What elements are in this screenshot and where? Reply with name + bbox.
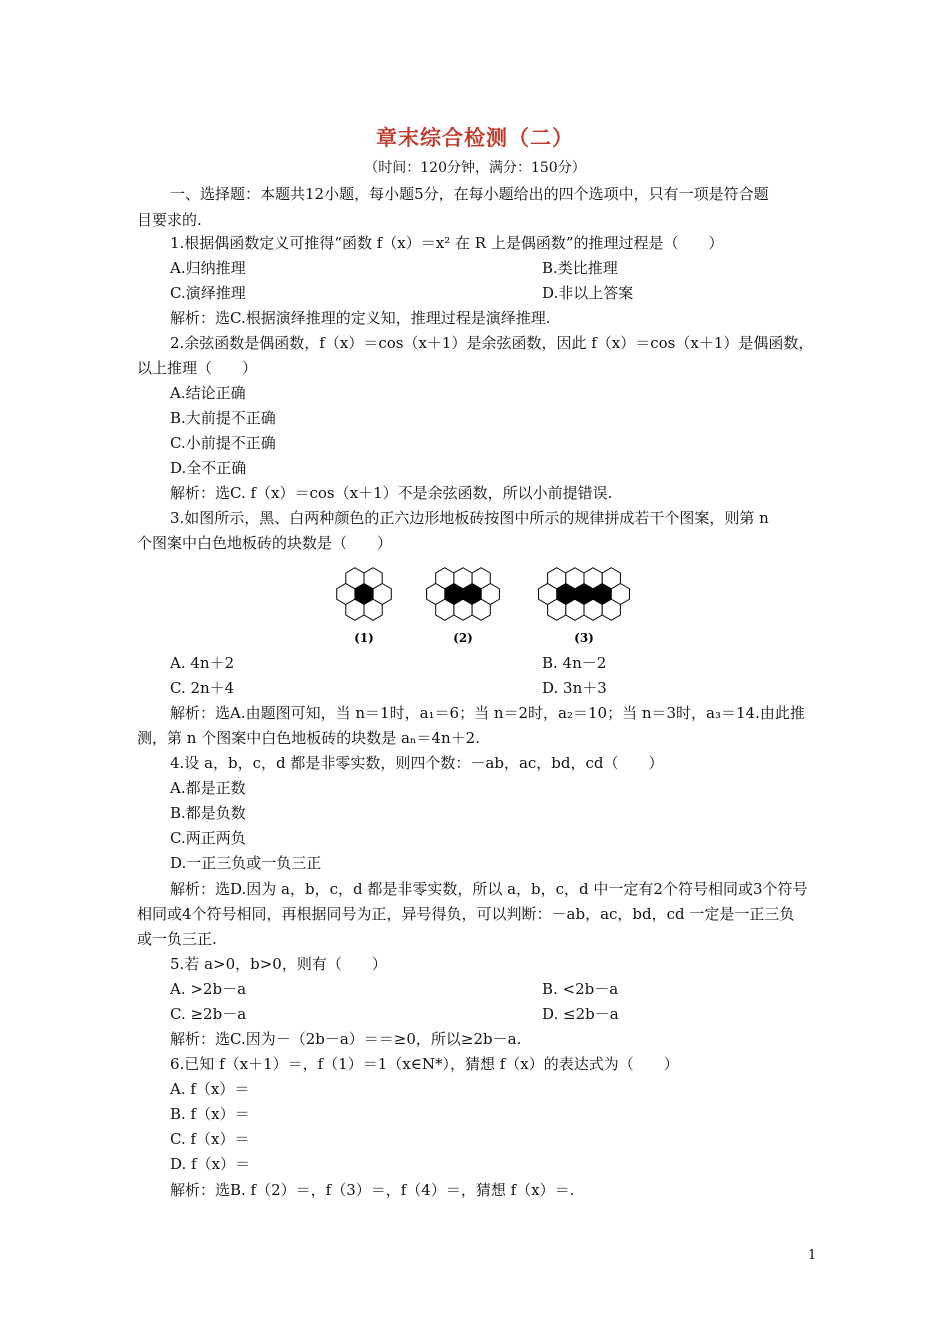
question-3-option-d: D. 3n＋3 (542, 679, 607, 697)
question-5-answer: 解析：选C.因为－（2b－a）＝＝≥0，所以≥2b－a. (170, 1030, 522, 1048)
white-hex-tile (548, 599, 566, 620)
question-2-answer: 解析：选C. f（x）＝cos（x＋1）不是余弦函数，所以小前提错误. (170, 484, 613, 502)
white-hex-tile (584, 568, 602, 589)
question-3-option-a: A. 4n＋2 (170, 654, 235, 672)
question-5-stem: 5.若 a>0，b>0，则有（ ） (170, 955, 387, 973)
question-4-stem: 4.设 a，b，c，d 都是非零实数，则四个数：－ab，ac，bd，cd（ ） (170, 754, 664, 772)
question-6-option-c: C. f（x）＝ (170, 1130, 250, 1148)
white-hex-tile (602, 568, 620, 589)
question-4-answer: 相同或4个符号相同，再根据同号为正，异号得负，可以判断：－ab，ac，bd，cd 一定是一正三负 (137, 905, 795, 923)
question-6-option-a: A. f（x）＝ (170, 1080, 250, 1098)
question-1-option-a: A.归纳推理 (170, 259, 246, 277)
question-3-answer: 解析：选A.由题图可知，当 n＝1时，a₁＝6；当 n＝2时，a₂＝10；当 n＝3时，a₃＝14.由此推 (170, 704, 805, 722)
question-1-option-b: B.类比推理 (542, 259, 618, 277)
question-6-option-b: B. f（x）＝ (170, 1105, 250, 1123)
question-5-option-d: D. ≤2b－a (542, 1005, 619, 1023)
question-2-option-b: B.大前提不正确 (170, 409, 276, 427)
question-3-answer: 测，第 n 个图案中白色地板砖的块数是 aₙ＝4n＋2. (137, 729, 480, 747)
question-4-option-d: D.一正三负或一负三正 (170, 854, 322, 872)
section-intro-line: 目要求的. (137, 211, 202, 229)
figure-label-2: (2) (453, 631, 473, 645)
white-hex-tile (472, 599, 490, 620)
question-1-stem: 1.根据偶函数定义可推得“函数 f（x）＝x² 在 R 上是偶函数”的推理过程是（ ） (170, 234, 724, 252)
white-hex-tile (454, 599, 472, 620)
question-4-answer: 解析：选D.因为 a，b，c，d 都是非零实数，所以 a，b，c，d 中一定有2个符号相同或3个符号 (170, 880, 808, 898)
white-hex-tile (364, 599, 382, 620)
white-hex-tile (454, 568, 472, 589)
question-2-option-d: D.全不正确 (170, 459, 247, 477)
question-4-option-c: C.两正两负 (170, 829, 246, 847)
hexagon-patterns (337, 568, 630, 621)
hexagon-tile-figure (330, 558, 650, 650)
question-3-option-c: C. 2n＋4 (170, 679, 235, 697)
white-hex-tile (346, 599, 364, 620)
white-hex-tile (364, 568, 382, 589)
question-6-stem: 6.已知 f（x＋1）＝，f（1）＝1（x∈N*），猜想 f（x）的表达式为（ ） (170, 1055, 679, 1073)
white-hex-tile (436, 568, 454, 589)
page-title: 章末综合检测（二） (376, 125, 574, 150)
question-2-stem: 以上推理（ ） (137, 359, 258, 377)
question-3-option-b: B. 4n－2 (542, 654, 607, 672)
question-5-option-c: C. ≥2b－a (170, 1005, 247, 1023)
white-hex-tile (584, 599, 602, 620)
exam-info: （时间：120分钟，满分：150分） (364, 160, 586, 176)
question-1-answer: 解析：选C.根据演绎推理的定义知，推理过程是演绎推理. (170, 309, 551, 327)
question-6-option-d: D. f（x）＝ (170, 1155, 251, 1173)
figure-label-1: (1) (354, 631, 374, 645)
white-hex-tile (566, 568, 584, 589)
white-hex-tile (548, 568, 566, 589)
white-hex-tile (436, 599, 454, 620)
question-2-option-a: A.结论正确 (170, 384, 246, 402)
question-1-option-c: C.演绎推理 (170, 284, 246, 302)
white-hex-tile (566, 599, 584, 620)
question-3-stem: 个图案中白色地板砖的块数是（ ） (137, 534, 393, 552)
question-2-option-c: C.小前提不正确 (170, 434, 276, 452)
question-4-option-b: B.都是负数 (170, 804, 246, 822)
question-5-option-b: B. <2b－a (542, 980, 619, 998)
figure-label-3: (3) (574, 631, 594, 645)
white-hex-tile (346, 568, 364, 589)
white-hex-tile (602, 599, 620, 620)
question-4-option-a: A.都是正数 (170, 779, 246, 797)
question-3-stem: 3.如图所示，黑、白两种颜色的正六边形地板砖按图中所示的规律拼成若干个图案，则第 n (170, 509, 769, 527)
question-4-answer: 或一负三正. (137, 930, 217, 948)
question-1-option-d: D.非以上答案 (542, 284, 634, 302)
white-hex-tile (472, 568, 490, 589)
question-2-stem: 2.余弦函数是偶函数，f（x）＝cos（x＋1）是余弦函数，因此 f（x）＝cos（x＋1）是偶函数， (170, 334, 814, 352)
page-number: 1 (808, 1248, 817, 1263)
question-5-option-a: A. >2b－a (170, 980, 247, 998)
section-intro-line: 一、选择题：本题共12小题，每小题5分，在每小题给出的四个选项中，只有一项是符合题 (170, 185, 769, 203)
question-6-answer: 解析：选B. f（2）＝，f（3）＝，f（4）＝，猜想 f（x）＝. (170, 1181, 575, 1199)
